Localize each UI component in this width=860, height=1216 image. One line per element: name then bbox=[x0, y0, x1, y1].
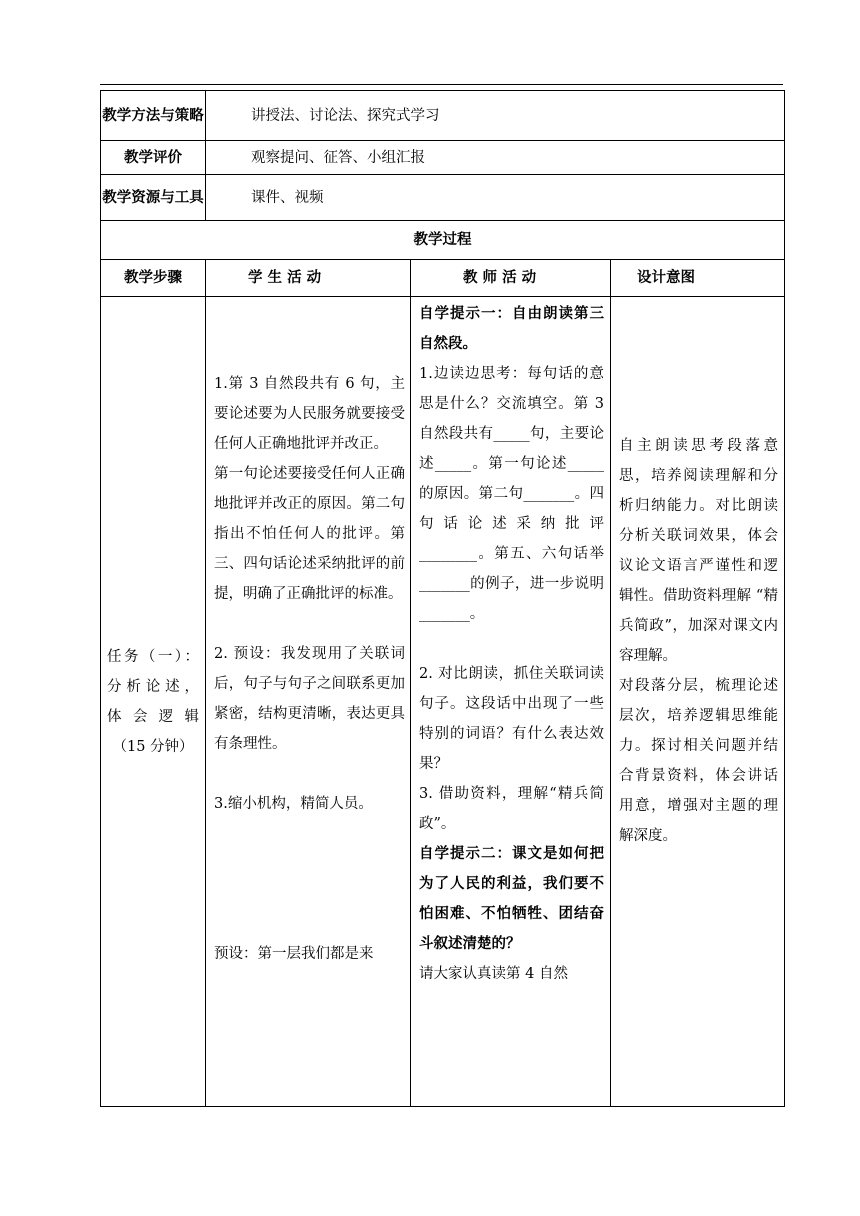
section-title: 教学过程 bbox=[101, 221, 785, 260]
header-rule bbox=[100, 84, 783, 85]
task-line-1: 任务（一）： bbox=[107, 648, 199, 665]
teacher-hint-2: 自学提示二：课文是如何把为了人民的利益，我们要不怕困难、不怕牺牲、团结奋斗叙述清楚的？ bbox=[419, 846, 604, 952]
info-row-resources bbox=[101, 175, 785, 221]
resources-value: 课件、视频 bbox=[206, 175, 785, 221]
task-line-4: （15 分钟） bbox=[112, 738, 194, 755]
info-row-evaluation bbox=[101, 141, 785, 175]
student-para-5: 预设：第一层我们都是来 bbox=[214, 946, 374, 962]
student-para-1: 1.第 3 自然段共有 6 句，主要论述要为人民服务就要接受任何人正确地批评并改正。 bbox=[214, 376, 405, 452]
task-cell bbox=[101, 297, 206, 1107]
task-row bbox=[101, 297, 785, 1107]
info-row-method bbox=[101, 91, 785, 141]
student-activity bbox=[214, 369, 405, 969]
header-design: 设计意图 bbox=[611, 260, 785, 297]
task-line-2: 分析论述， bbox=[107, 678, 199, 695]
teacher-activity-cell bbox=[411, 297, 611, 1107]
lesson-plan-table bbox=[100, 90, 785, 1107]
teacher-activity bbox=[419, 299, 604, 989]
design-para-1: 自主朗读思考段落意思，培养阅读理解和分析归纳能力。对比朗读分析关联词效果，体会议论文语言严谨性和逻辑性。借助资料理解 “精兵简政”，加深对课文内容理解。 bbox=[619, 438, 779, 664]
evaluation-value: 观察提问、征答、小组汇报 bbox=[206, 141, 785, 175]
header-teacher: 教 师 活 动 bbox=[411, 260, 611, 297]
student-para-4: 3.缩小机构，精简人员。 bbox=[214, 796, 373, 812]
student-para-3: 2. 预设：我发现用了关联词后，句子与句子之间联系更加紧密，结构更清晰，表达更具有条理性。 bbox=[214, 646, 405, 752]
task-label bbox=[101, 642, 205, 762]
column-header-row bbox=[101, 260, 785, 297]
student-activity-cell bbox=[206, 297, 411, 1107]
task-line-3: 体 会 逻 辑 bbox=[107, 708, 199, 725]
teacher-para-3: 3. 借助资料，理解“精兵简政”。 bbox=[419, 786, 604, 832]
design-intent-cell bbox=[611, 297, 785, 1107]
student-para-2: 第一句论述要接受任何人正确地批评并改正的原因。第二句指出不怕任何人的批评。第三、四句话论述采纳批评的前提，明确了正确批评的标准。 bbox=[214, 466, 405, 602]
header-student: 学 生 活 动 bbox=[206, 260, 411, 297]
teacher-para-2: 2. 对比朗读，抓住关联词读句子。这段话中出现了一些特别的词语？有什么表达效果？ bbox=[419, 666, 604, 772]
resources-label: 教学资源与工具 bbox=[101, 175, 206, 221]
evaluation-label: 教学评价 bbox=[101, 141, 206, 175]
teacher-hint-1: 自学提示一：自由朗读第三自然段。 bbox=[419, 306, 604, 352]
header-step: 教学步骤 bbox=[101, 260, 206, 297]
teacher-para-1: 1.边读边思考：每句话的意思是什么？交流填空。第 3 自然段共有_____句，主要论述_____。第一句论述_____ 的原因。第二句_______。四句话论述采纳批评________。第五、六句话举_______的例子，进一步说明_______。 bbox=[419, 366, 604, 622]
design-para-2: 对段落分层，梳理论述层次，培养逻辑思维能力。探讨相关问题并结合背景资料，体会讲话用意，增强对主题的理解深度。 bbox=[619, 678, 779, 844]
teacher-para-4: 请大家认真读第 4 自然 bbox=[419, 966, 568, 982]
design-intent bbox=[619, 431, 778, 851]
section-row bbox=[101, 221, 785, 260]
method-label: 教学方法与策略 bbox=[101, 91, 206, 141]
method-value: 讲授法、讨论法、探究式学习 bbox=[206, 91, 785, 141]
